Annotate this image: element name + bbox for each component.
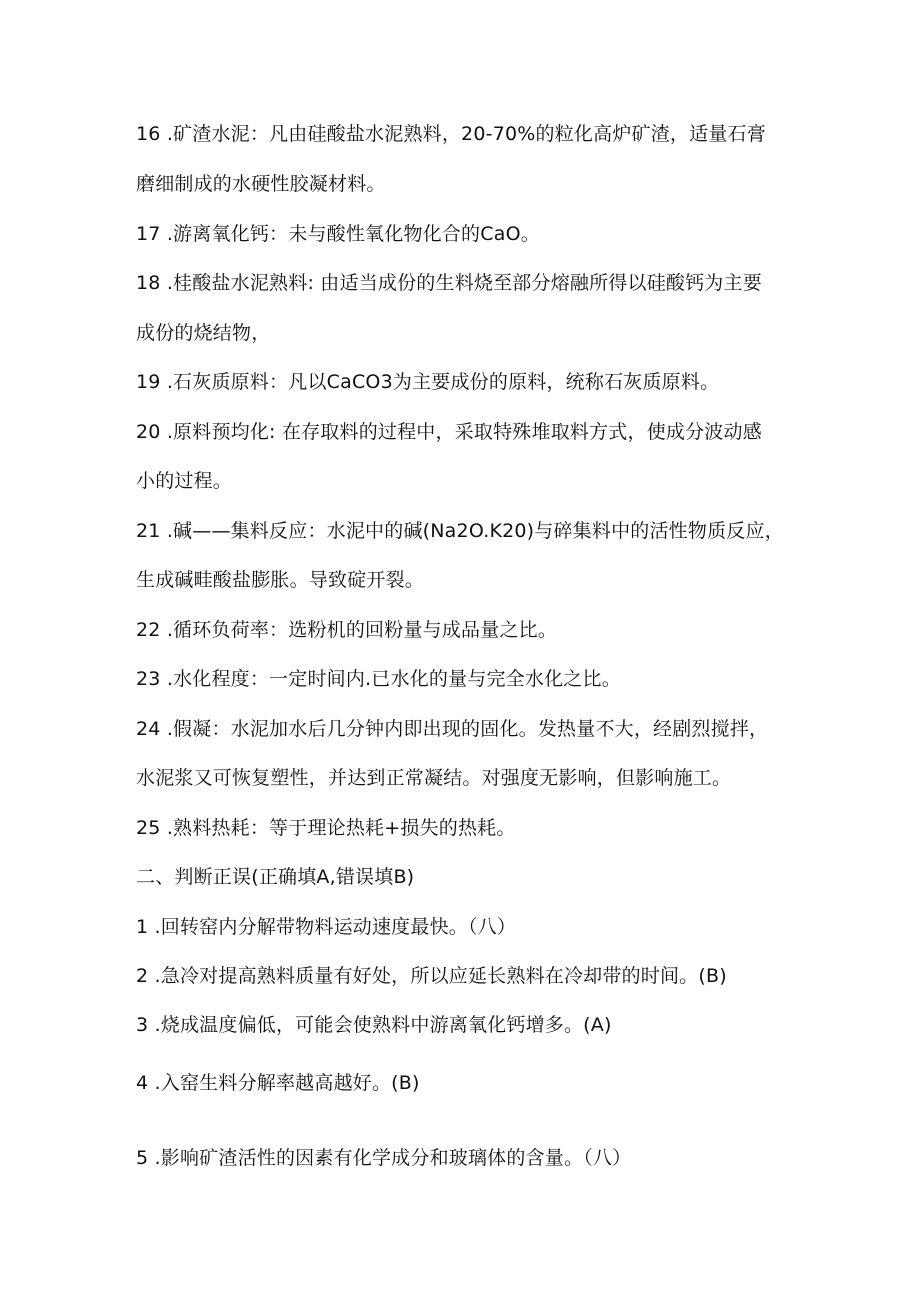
definition-19-line-1: 19 .石灰质原料：凡以CaCO3为主要成份的原料，统称石灰质原料。: [136, 371, 720, 393]
definition-16-line-1: 16 .矿渣水泥：凡由硅酸盐水泥熟料，20-70%的粒化高炉矿渣，适量石膏: [136, 123, 766, 145]
definition-24-line-2: 水泥浆又可恢复塑性，并达到正常凝结。对强度无影响，但影响施工。: [136, 767, 732, 789]
judgement-item-3: 3 .烧成温度偏低，可能会使熟料中游离氧化钙增多。(A): [136, 1014, 612, 1036]
judgement-item-4: 4 .入窑生料分解率越高越好。(B): [136, 1072, 420, 1094]
definition-20-line-1: 20 .原料预均化: 在存取料的过程中，采取特殊堆取料方式，使成分波动感: [136, 421, 762, 443]
definition-20-line-2: 小的过程。: [136, 470, 233, 492]
definition-17-line-1: 17 .游离氧化钙：未与酸性氧化物化合的CaO。: [136, 223, 540, 245]
definition-23-line-1: 23 .水化程度：一定时间内.已水化的量与完全水化之比。: [136, 668, 621, 690]
section-2-heading: 二、判断正误(正确填A,错误填B): [136, 866, 415, 888]
judgement-item-1: 1 .回转窑内分解带物料运动速度最快。（八）: [136, 916, 517, 938]
definition-21-line-1: 21 .碱——集料反应：水泥中的碱(Na2O.K20)与碎集料中的活性物质反应，: [136, 520, 784, 542]
judgement-item-5: 5 .影响矿渣活性的因素有化学成分和玻璃体的含量。（八）: [136, 1147, 632, 1169]
definition-21-line-2: 生成碱畦酸盐膨胀。导致碇开裂。: [136, 569, 425, 591]
definition-25-line-1: 25 .熟料热耗：等于理论热耗+损失的热耗。: [136, 817, 516, 839]
definition-18-line-2: 成份的烧结物，: [136, 322, 271, 344]
judgement-item-2: 2 .急冷对提高熟料质量有好处，所以应延长熟料在冷却带的时间。(B): [136, 965, 727, 987]
definition-22-line-1: 22 .循环负荷率：选粉机的回粉量与成品量之比。: [136, 619, 558, 641]
definition-16-line-2: 磨细制成的水硬性胶凝材料。: [136, 173, 386, 195]
definition-24-line-1: 24 .假凝：水泥加水后几分钟内即出现的固化。发热量不大，经剧烈搅拌，: [136, 718, 769, 740]
definition-18-line-1: 18 .桂酸盐水泥熟料: 由适当成份的生料烧至部分熔融所得以硅酸钙为主要: [136, 272, 762, 294]
